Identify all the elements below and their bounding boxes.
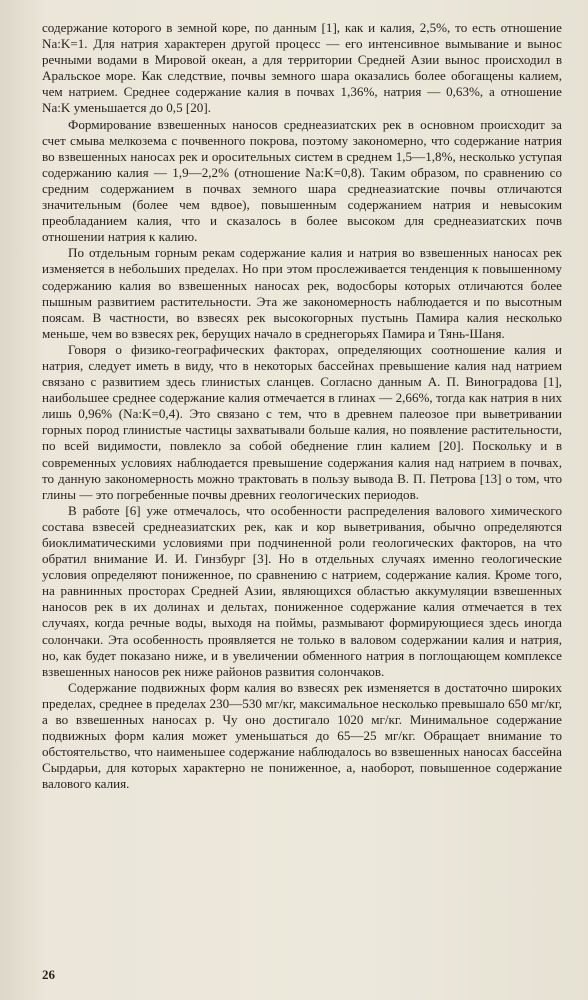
page-number: 26 xyxy=(42,967,55,982)
paragraph-3: По отдельным горным рекам содержание калия и натрия во взвешенных наносах рек изменяется в небольших пределах. Но при этом прослеживается тенденция к повышенному содержанию калия во взвешенных наносах рек, водосборы которых отличаются более пышным развитием растительности. Эта же закономерность наблюдается и по высотным поясам. В частности, во взвесях рек высокогорных пустынь Памира калия несколько меньше, чем во взвесях рек, берущих начало в среднегорьях Памира и Тянь-Шаня. xyxy=(42,245,562,341)
body-text xyxy=(42,20,562,793)
paragraph-5: В работе [6] уже отмечалось, что особенности распределения валового химического состава взвесей среднеазиатских рек, как и кор выветривания, обычно определяются биоклиматическими условиями при подчиненной роли геологических факторов, на что обратил внимание И. И. Гинзбург [3]. Но в отдельных случаях именно геологические условия определяют пониженное, по сравнению с натрием, содержание калия. Кроме того, на равнинных просторах Средней Азии, являющихся областью аккумуляции взвешенных наносов рек в их долинах и дельтах, пониженное содержание калия отмечается в тех случаях, когда речные воды, выходя на поймы, размывают формирующиеся здесь иногда солончаки. Эта особенность проявляется не только в валовом содержании калия и натрия, но, как будет показано ниже, и в увеличении обменного натрия в поглощающем комплексе взвешенных наносов рек ниже районов развития солончаков. xyxy=(42,502,562,679)
paragraph-4: Говоря о физико-географических факторах, определяющих соотношение калия и натрия, следует иметь в виду, что в некоторых бассейнах превышение калия над натрием связано с развитием здесь глинистых сланцев. Согласно данным А. П. Виноградова [1], наибольшее среднее содержание калия отмечается в глинах — 2,66%, тогда как натрия в них лишь 0,96% (Na:K=0,4). Это связано с тем, что в древнем палеозое при выветривании горных пород глинистые частицы захватывали больше калия, но появление растительности, по всей видимости, повлекло за собой обеднение глин калием [20]. Поскольку и в современных условиях наблюдается превышение содержания калия над натрием в почвах, то данную закономерность можно трактовать в пользу вывода В. П. Петрова [13] о том, что глины — это погребенные почвы древних геологических периодов. xyxy=(42,341,562,502)
paragraph-6: Содержание подвижных форм калия во взвесях рек изменяется в достаточно широких пределах, среднее в пределах 230—530 мг/кг, максимальное несколько превышало 650 мг/кг, а во взвешенных наносах р. Чу оно достигало 1020 мг/кг. Минимальное содержание подвижных форм калия может уменьшаться до 65—25 мг/кг. Обращает внимание то обстоятельство, что наименьшее содержание наблюдалось во взвешенных наносах бассейна Сырдарьи, для которых характерно не пониженное, а, наоборот, повышенное содержание валового калия. xyxy=(42,679,562,792)
paragraph-2: Формирование взвешенных наносов среднеазиатских рек в основном происходит за счет смыва мелкозема с почвенного покрова, поэтому закономерно, что содержание натрия во взвешенных наносах рек и оросительных систем в среднем 1,5—1,8%, несколько уступая содержанию калия — 1,9—2,2% (отношение Na:K=0,8). Таким образом, по сравнению со средним содержанием в почвах земного шара среднеазиатские почвы отличаются значительным (более чем вдвое), повышенным содержанием натрия и невысоким преобладанием калия, что и сказалось в более высоком для среднеазиатских почв отношении натрия к калию. xyxy=(42,116,562,245)
paragraph-1: содержание которого в земной коре, по данным [1], как и калия, 2,5%, то есть отношение Na:K=1. Для натрия характерен другой процесс — его интенсивное вымывание и вынос речными водами в Мировой океан, а для территории Средней Азии вынос происходил в Аральское море. Как следствие, почвы земного шара оказались более обогащены калием, чем натрием. Среднее содержание калия в почвах 1,36%, натрия — 0,63%, а отношение Na:K уменьшается до 0,5 [20]. xyxy=(42,20,562,116)
